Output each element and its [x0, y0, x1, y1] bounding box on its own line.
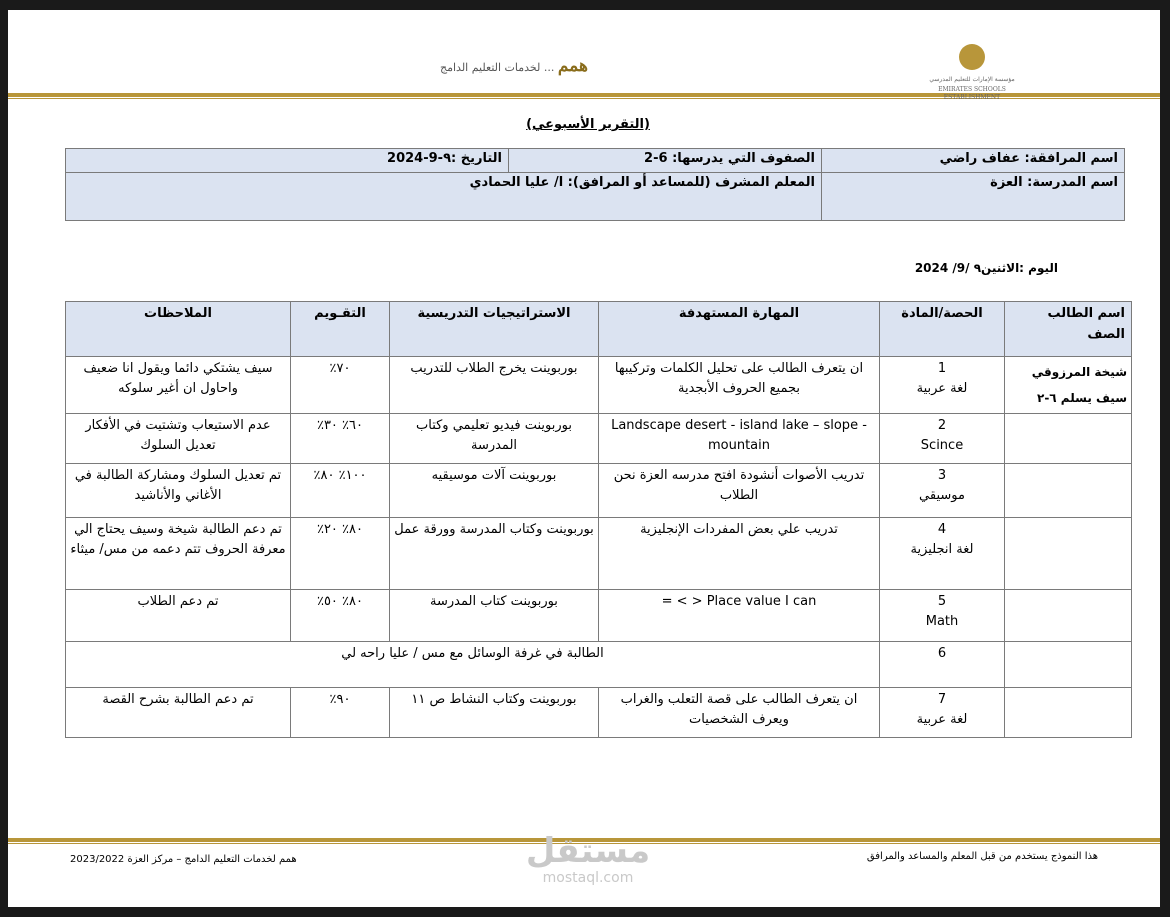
- skill-cell: ان يتعرف الطالب على تحليل الكلمات وتركيبها بجميع الحروف الأبجدية: [599, 357, 880, 414]
- watermark-ar: مستقل: [525, 831, 651, 871]
- table-row-merged: [66, 642, 1132, 688]
- header-class-label: الصف: [1087, 327, 1125, 342]
- schedule-table: [65, 301, 1132, 738]
- table-row: [66, 518, 1132, 590]
- notes-cell: سيف يشتكي دائما ويقول انا ضعيف واحاول ان أغير سلوكه: [66, 357, 291, 414]
- brand-mark: همم: [557, 56, 588, 76]
- logo-sub-ar: مؤسسة الإمارات للتعليم المدرسي: [929, 76, 1015, 83]
- table-row: [66, 414, 1132, 464]
- student-class: سيف يسلم ٦-٢: [1036, 391, 1127, 405]
- period-cell: 2 Scince: [880, 414, 1005, 464]
- evaluation-cell: ٨٠٪ ٢٠٪: [291, 518, 390, 590]
- skill-cell: تدريب الأصوات أنشودة افتح مدرسه العزة نحن الطلاب: [599, 464, 880, 518]
- evaluation-cell: ٧٠٪: [291, 357, 390, 414]
- footer-right: هذا النموذج يستخدم من قبل المعلم والمساعد والمرافق: [866, 851, 1098, 862]
- table-row: [66, 464, 1132, 518]
- period-cell: 1 لغة عربية: [880, 357, 1005, 414]
- table-header-row: [66, 302, 1132, 357]
- report-page: [8, 10, 1160, 907]
- evaluation-cell: ١٠٠٪ ٨٠٪: [291, 464, 390, 518]
- student-cell-empty: [1005, 590, 1132, 642]
- ministry-logo: [912, 44, 1032, 102]
- classes-taught: الصفوف التي يدرسها: 6-2: [509, 149, 822, 173]
- student-cell-empty: [1005, 414, 1132, 464]
- period-cell: 5 Math: [880, 590, 1005, 642]
- header-skill: المهارة المستهدفة: [599, 302, 880, 357]
- companion-name: اسم المرافقة: عفاف راضي: [822, 149, 1125, 173]
- report-date: التاريخ :٩-9-2024: [66, 149, 509, 173]
- student-name: شيخة المرزوقي: [1031, 365, 1127, 379]
- brand-text: ... لخدمات التعليم الدامج: [440, 61, 555, 74]
- table-row: [66, 590, 1132, 642]
- logo-icon: [959, 44, 985, 70]
- header-period: الحصة/المادة: [880, 302, 1005, 357]
- header-notes: الملاحظات: [66, 302, 291, 357]
- merged-note-cell: الطالبة في غرفة الوسائل مع مس / عليا راحه لي: [66, 642, 880, 688]
- school-name: اسم المدرسة: العزة: [822, 173, 1125, 221]
- notes-cell: تم دعم الطلاب: [66, 590, 291, 642]
- header-student: [1005, 302, 1132, 357]
- evaluation-cell: ٩٠٪: [291, 688, 390, 738]
- evaluation-cell: ٨٠٪ ٥٠٪: [291, 590, 390, 642]
- evaluation-cell: ٦٠٪ ٣٠٪: [291, 414, 390, 464]
- strategy-cell: بوربوينت وكتاب المدرسة وورقة عمل: [390, 518, 599, 590]
- header-evaluation: التقـويم: [291, 302, 390, 357]
- skill-cell: Place value I can < > =: [599, 590, 880, 642]
- table-row: [66, 357, 1132, 414]
- strategy-cell: بوربوينت آلات موسيقيه: [390, 464, 599, 518]
- period-cell: 6: [880, 642, 1005, 688]
- logo-sub-en: EMIRATES SCHOOLS ESTABLISHMENT: [938, 86, 1006, 101]
- notes-cell: تم تعديل السلوك ومشاركة الطالبة في الأغاني والأناشيد: [66, 464, 291, 518]
- strategy-cell: بوربوينت يخرج الطلاب للتدريب: [390, 357, 599, 414]
- notes-cell: تم دعم الطالبة بشرح القصة: [66, 688, 291, 738]
- strategy-cell: بوربوينت وكتاب النشاط ص ١١: [390, 688, 599, 738]
- skill-cell: Landscape desert - island lake – slope - mountain: [599, 414, 880, 464]
- student-cell-empty: [1005, 464, 1132, 518]
- supervisor-name: المعلم المشرف (للمساعد أو المرافق): ا/ عليا الحمادي: [66, 173, 822, 221]
- footer-left: همم لخدمات التعليم الدامج – مركز العزة 2023/2022: [70, 854, 297, 865]
- strategy-cell: بوربوينت فيديو تعليمي وكتاب المدرسة: [390, 414, 599, 464]
- student-cell: [1005, 357, 1132, 414]
- table-row: [66, 688, 1132, 738]
- report-title: (التقرير الأسبوعي): [526, 117, 650, 132]
- brand-logo: [440, 56, 588, 76]
- skill-cell: تدريب علي بعض المفردات الإنجليزية: [599, 518, 880, 590]
- watermark-en: mostaql.com: [542, 870, 634, 886]
- period-cell: 7 لغة عربية: [880, 688, 1005, 738]
- notes-cell: تم دعم الطالبة شيخة وسيف يحتاج الي معرفة الحروف تتم دعمه من مس/ ميثاء: [66, 518, 291, 590]
- period-cell: 3 موسيقي: [880, 464, 1005, 518]
- header-strategy: الاستراتيجيات التدريسية: [390, 302, 599, 357]
- period-cell: 4 لغة انجليزية: [880, 518, 1005, 590]
- header-student-label: اسم الطالب: [1047, 306, 1125, 321]
- student-cell-empty: [1005, 642, 1132, 688]
- day-date: اليوم :الاثنين٩ /9/ 2024: [914, 261, 1058, 275]
- student-cell-empty: [1005, 688, 1132, 738]
- student-cell-empty: [1005, 518, 1132, 590]
- info-table: [65, 148, 1125, 221]
- notes-cell: عدم الاستيعاب وتشتيت في الأفكار تعديل السلوك: [66, 414, 291, 464]
- watermark: [508, 832, 668, 886]
- strategy-cell: بوربوينت كتاب المدرسة: [390, 590, 599, 642]
- skill-cell: ان يتعرف الطالب على قصة التعلب والغراب ويعرف الشخصيات: [599, 688, 880, 738]
